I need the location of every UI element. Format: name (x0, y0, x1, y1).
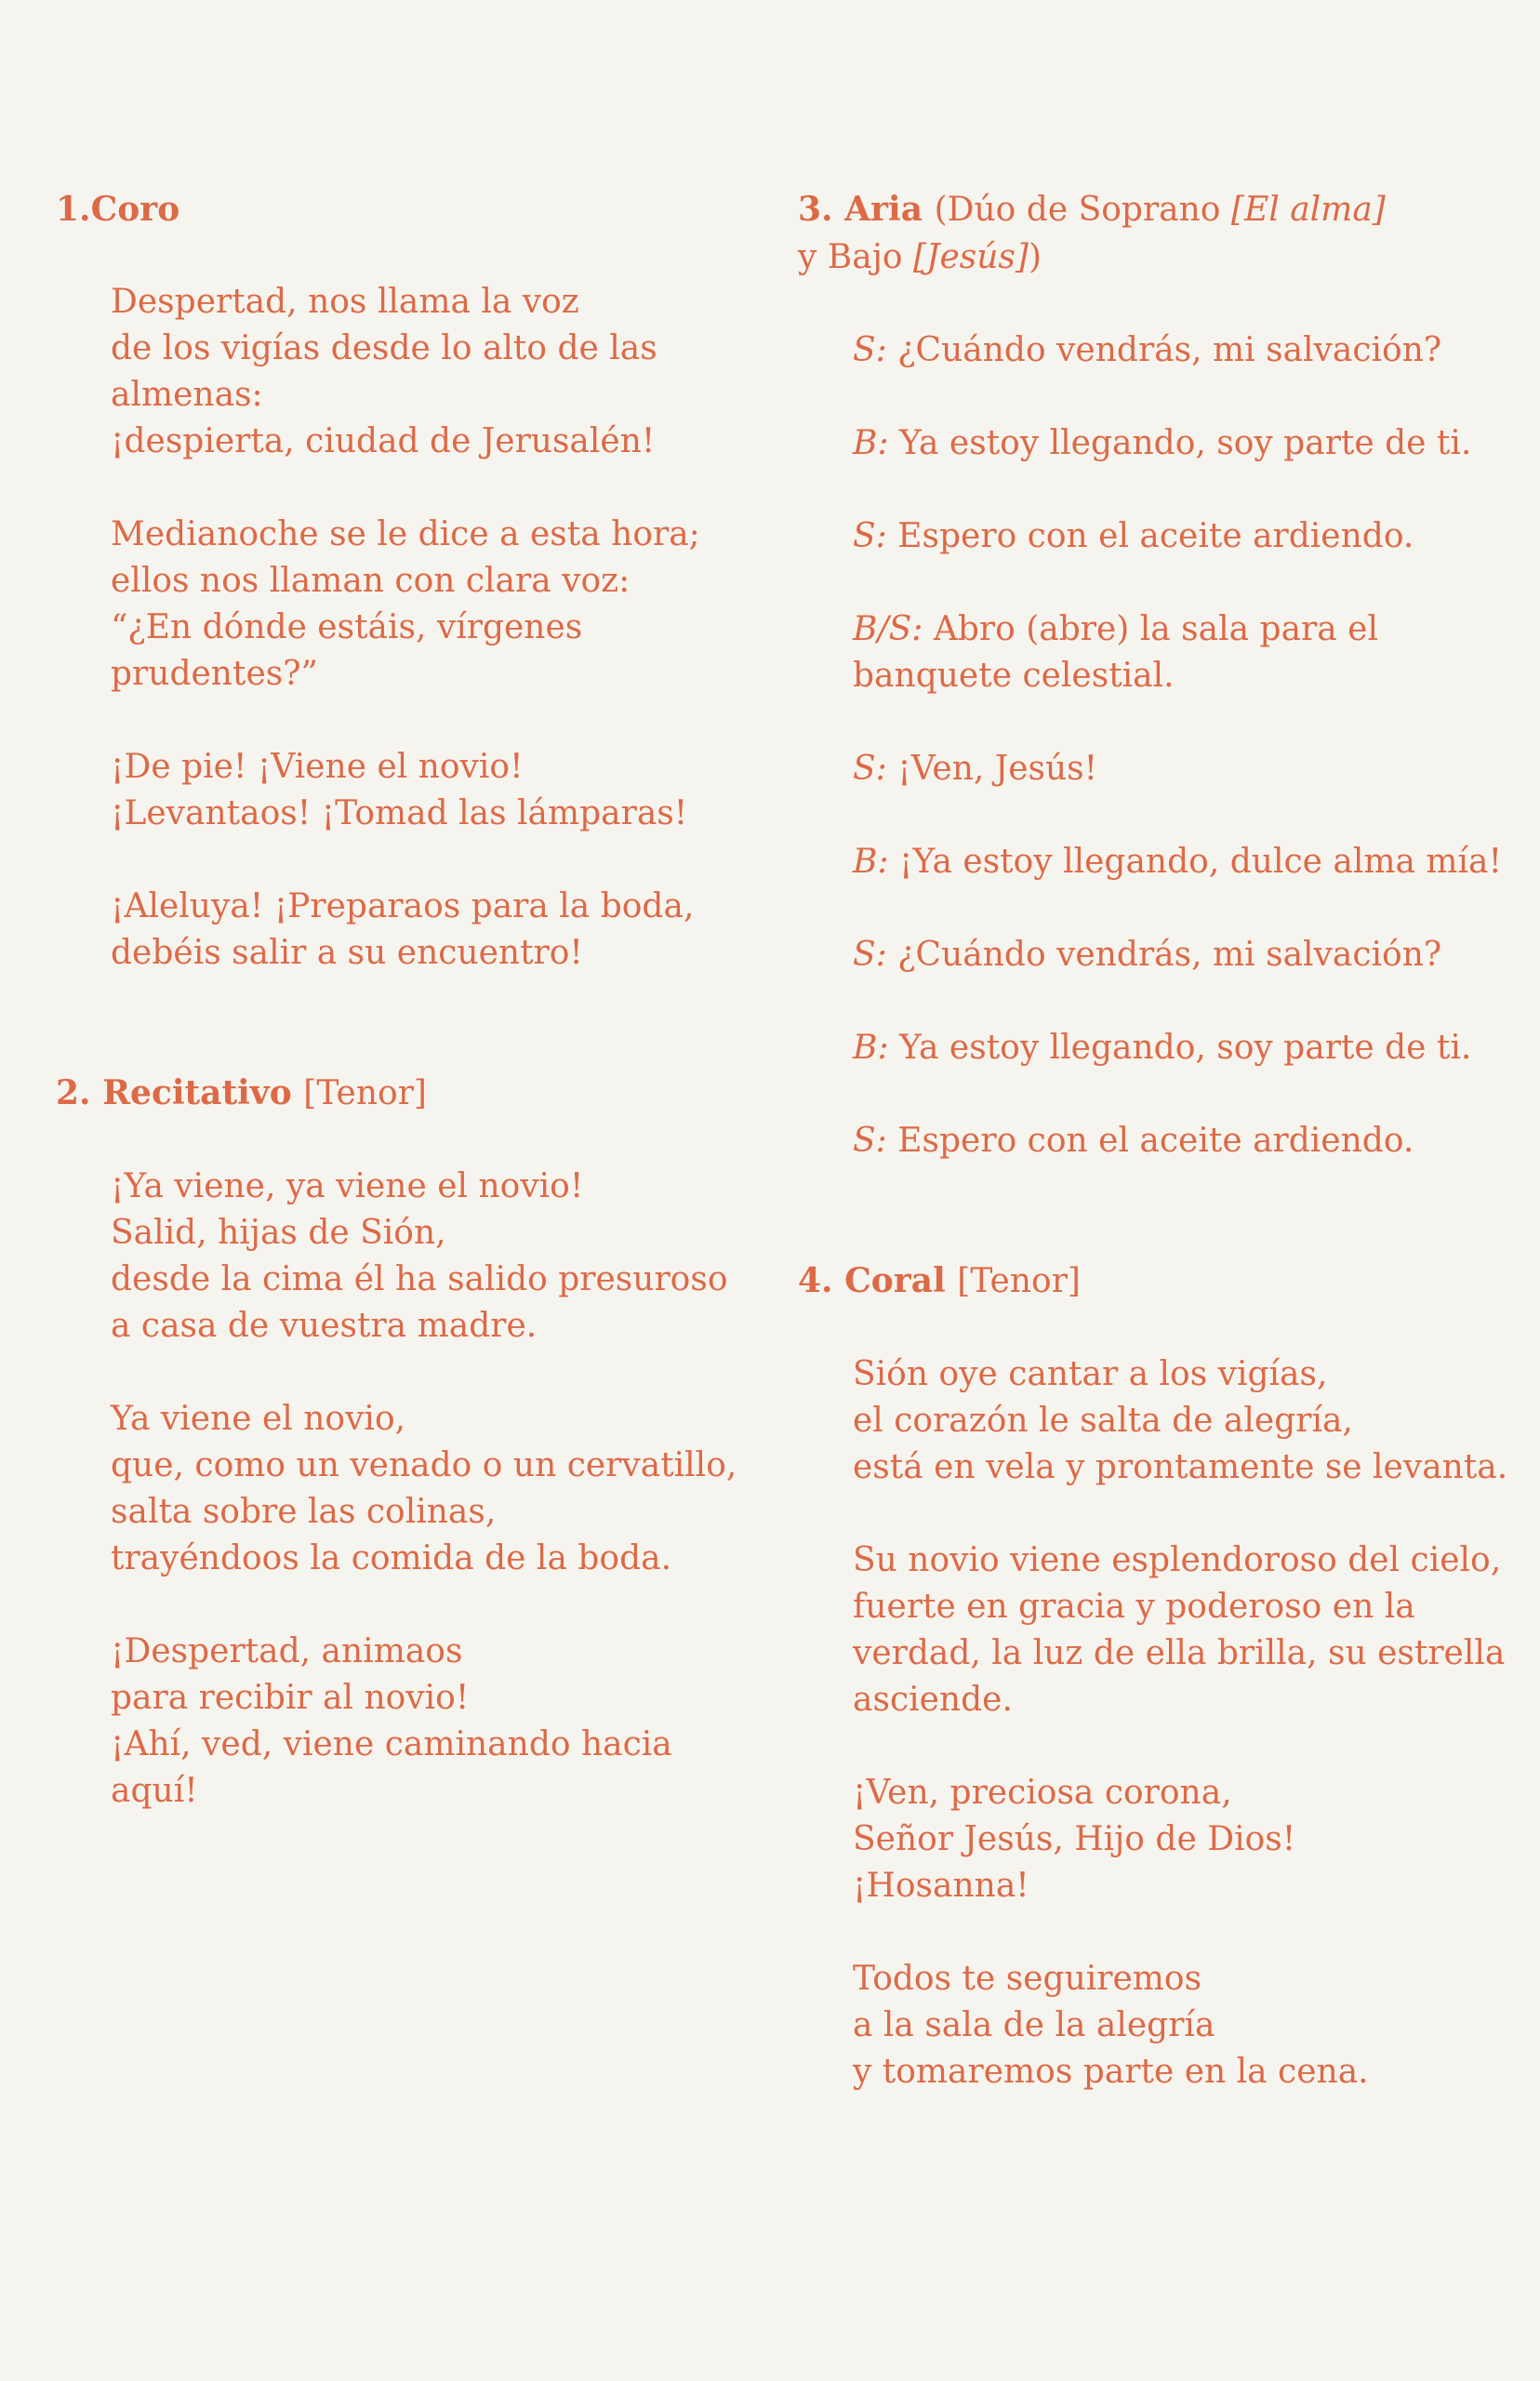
stanza (853, 1537, 1523, 1723)
dialogue-text: Espero con el aceite ardiendo. (897, 1122, 1414, 1160)
verse-line: ¡Aleluya! ¡Preparaos para la boda, (111, 887, 695, 925)
section-heading (56, 186, 763, 233)
verse-line: ¡Hosanna! (853, 1867, 1029, 1905)
dialogue-text: Espero con el aceite ardiendo. (897, 517, 1414, 555)
verse-line: ¡Ahí, ved, viene caminando hacia (111, 1725, 672, 1763)
speaker-label: S: (853, 750, 887, 788)
section-title: 4. Coral (798, 1261, 946, 1300)
verse-line: ellos nos llaman con clara voz: (111, 562, 631, 600)
speaker-label: S: (853, 331, 887, 369)
verse-line: Salid, hijas de Sión, (111, 1214, 446, 1252)
verse-line: y tomaremos parte en la cena. (853, 2053, 1369, 2091)
section-voice-note: [Tenor] (303, 1074, 427, 1112)
note-close: ) (1028, 238, 1042, 276)
dialogue-entry (853, 746, 1523, 792)
stanza (111, 1629, 763, 1815)
dialogue-entry (853, 606, 1523, 699)
section-heading (798, 1257, 1523, 1305)
section-title: 3. Aria (798, 190, 923, 229)
dialogue-entry (853, 327, 1523, 374)
stanza (111, 884, 763, 977)
verse-line: ¡despierta, ciudad de Jerusalén! (111, 422, 656, 460)
dialogue-text: ¿Cuándo vendrás, mi salvación? (897, 936, 1442, 974)
section-aria (798, 186, 1523, 1164)
section-voice-note: [Tenor] (957, 1262, 1081, 1300)
note-bajo-role: [Jesús] (912, 238, 1029, 276)
dialogue-text: Abro (abre) la sala para el (933, 610, 1378, 648)
verse-line: a la sala de la alegría (853, 2006, 1215, 2044)
dialogue-text: banquete celestial. (853, 657, 1175, 695)
section-body (111, 1164, 763, 1815)
section-title: 1.Coro (56, 190, 180, 229)
section-recitativo (56, 1070, 763, 1815)
verse-line: está en vela y prontamente se levanta. (853, 1448, 1508, 1486)
note-soprano-role: [El alma] (1230, 191, 1386, 229)
verse-line: fuerte en gracia y poderoso en la (853, 1588, 1415, 1626)
speaker-label: S: (853, 936, 887, 974)
verse-line: ¡Ven, preciosa corona, (853, 1774, 1232, 1812)
speaker-label: S: (853, 1122, 887, 1160)
verse-line: ¡Levantaos! ¡Tomad las lámparas! (111, 794, 688, 832)
verse-line: Su novio viene esplendoroso del cielo, (853, 1541, 1502, 1579)
verse-line: desde la cima él ha salido presuroso (111, 1260, 728, 1298)
stanza (853, 1770, 1523, 1909)
section-heading (798, 186, 1523, 281)
verse-line: verdad, la luz de ella brilla, su estrella (853, 1634, 1506, 1672)
verse-line: el corazón le salta de alegría, (853, 1402, 1353, 1440)
section-heading (56, 1070, 763, 1117)
stanza (111, 279, 763, 465)
section-body (853, 1351, 1523, 2095)
verse-line: de los vigías desde lo alto de las (111, 329, 657, 367)
dialogue-text: ¡Ven, Jesús! (897, 750, 1098, 788)
verse-line: prudentes?” (111, 655, 318, 693)
speaker-label: B: (853, 843, 889, 881)
stanza (853, 1956, 1523, 2095)
stanza (111, 512, 763, 698)
verse-line: aquí! (111, 1772, 198, 1810)
verse-line: que, como un venado o un cervatillo, (111, 1446, 737, 1484)
speaker-label: S: (853, 517, 887, 555)
section-coral (798, 1257, 1523, 2095)
note-open: (Dúo de Soprano (934, 191, 1231, 229)
section-body (853, 327, 1523, 1164)
right-column (798, 186, 1523, 2095)
speaker-label: B: (853, 424, 889, 462)
verse-line: Ya viene el novio, (111, 1400, 406, 1438)
dialogue-text: Ya estoy llegando, soy parte de ti. (899, 424, 1472, 462)
verse-line: “¿En dónde estáis, vírgenes (111, 608, 583, 646)
verse-line: almenas: (111, 376, 263, 414)
stanza (111, 744, 763, 837)
verse-line: ¡Ya viene, ya viene el novio! (111, 1167, 584, 1205)
speaker-label: B/S: (853, 610, 923, 648)
section-body (111, 279, 763, 977)
verse-line: ¡De pie! ¡Viene el novio! (111, 748, 524, 786)
dialogue-entry (853, 839, 1523, 885)
left-column (56, 186, 763, 1815)
note-mid: y Bajo (798, 238, 913, 276)
dialogue-entry (853, 1118, 1523, 1164)
dialogue-entry (853, 1025, 1523, 1071)
dialogue-entry (853, 513, 1523, 560)
speaker-label: B: (853, 1029, 889, 1067)
dialogue-entry (853, 420, 1523, 467)
verse-line: a casa de vuestra madre. (111, 1307, 538, 1345)
section-coro (56, 186, 763, 977)
stanza (111, 1164, 763, 1350)
dialogue-text: Ya estoy llegando, soy parte de ti. (899, 1029, 1472, 1067)
stanza (853, 1351, 1523, 1491)
verse-line: debéis salir a su encuentro! (111, 934, 583, 972)
section-title: 2. Recitativo (56, 1073, 292, 1112)
verse-line: salta sobre las colinas, (111, 1493, 497, 1531)
verse-line: ¡Despertad, animaos (111, 1632, 463, 1670)
verse-line: trayéndoos la comida de la boda. (111, 1539, 672, 1577)
verse-line: Sión oye cantar a los vigías, (853, 1355, 1328, 1393)
dialogue-text: ¿Cuándo vendrás, mi salvación? (897, 331, 1442, 369)
verse-line: Despertad, nos llama la voz (111, 283, 579, 321)
stanza (111, 1396, 763, 1582)
verse-line: Medianoche se le dice a esta hora; (111, 515, 700, 553)
verse-line: Todos te seguiremos (853, 1960, 1202, 1998)
verse-line: asciende. (853, 1681, 1013, 1719)
verse-line: para recibir al novio! (111, 1679, 470, 1717)
verse-line: Señor Jesús, Hijo de Dios! (853, 1820, 1296, 1858)
dialogue-text: ¡Ya estoy llegando, dulce alma mía! (899, 843, 1502, 881)
dialogue-entry (853, 932, 1523, 978)
